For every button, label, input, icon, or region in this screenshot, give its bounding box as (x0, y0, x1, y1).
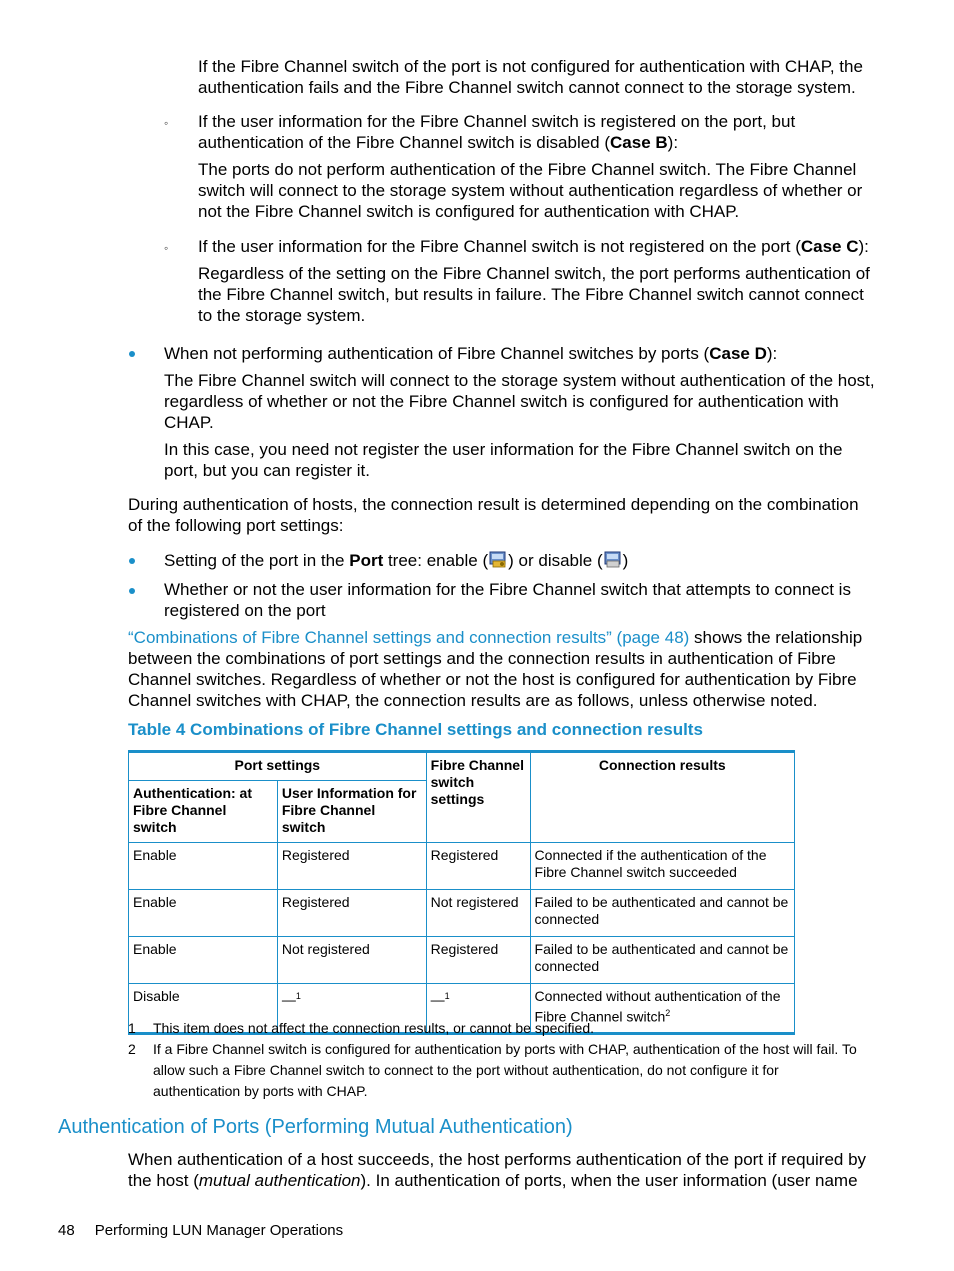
header-connection-results: Connection results (530, 752, 794, 843)
table-row: Disable —$^1$ —$^1$ Connected without authentication of the Fibre Channel switch$^2$ (129, 984, 795, 1034)
header-authentication: Authentication: at Fibre Channel switch (129, 781, 278, 843)
paragraph-table-reference: “Combinations of Fibre Channel settings and connection results” (page 48) shows the relationship between the combinations of port settings and the connection results in authentication of Fibre Channel switches. Regardless of whether or not the host is configured for authentication by Fibre Channel switches with CHAP, the connection results are as follows, unless otherwise noted. (128, 628, 863, 710)
footnote-1: This item does not affect the connection results, or cannot be specified. (153, 1020, 594, 1036)
fc-settings-table (128, 750, 795, 1035)
header-fc-switch-settings: Fibre Channel switch settings (426, 752, 530, 843)
page-number: 48 (58, 1222, 75, 1239)
paragraph-during: During authentication of hosts, the connection result is determined depending on the combination of the following port settings: (128, 495, 859, 535)
footnote-number: 2 (128, 1041, 136, 1057)
table-row: Enable Not registered Registered Failed to be authenticated and cannot be connected (129, 937, 795, 984)
port-enable-icon (488, 549, 508, 569)
paragraph-chap-fail: If the Fibre Channel switch of the port is not configured for authentication with CHAP, the authentication fails and the Fibre Channel switch cannot connect to the storage system. (198, 57, 863, 97)
case-d-item: When not performing authentication of Fibre Channel switches by ports (Case D): (164, 344, 778, 363)
footnote-2: If a Fibre Channel switch is configured for authentication by ports with CHAP, authentication of the host will fail. To allow such a Fibre Channel switch to connect to the port without authentication, do not configure it for authentication by ports with CHAP. (153, 1041, 857, 1099)
table-row: Enable Registered Not registered Failed to be authenticated and cannot be connected (129, 890, 795, 937)
bullet-user-info: Whether or not the user information for the Fibre Channel switch that attempts to connect is registered on the port (164, 580, 851, 620)
case-c-description: Regardless of the setting on the Fibre Channel switch, the port performs authentication of the Fibre Channel switch, but results in failure. The Fibre Channel switch cannot connect to the storage system. (198, 264, 870, 325)
case-c-item: If the user information for the Fibre Channel switch is not registered on the port (Case C): (198, 237, 869, 256)
page-footer (58, 1222, 343, 1239)
bullet-icon (129, 588, 135, 594)
table-row: Enable Registered Registered Connected if the authentication of the Fibre Channel switch succeeded (129, 843, 795, 890)
case-b-description: The ports do not perform authentication of the Fibre Channel switch. The Fibre Channel switch will connect to the storage system without authentication regardless of whether or not the Fibre Channel switch is configured for authentication with CHAP. (198, 160, 863, 221)
header-user-information: User Information for Fibre Channel switch (277, 781, 426, 843)
paragraph-mutual-auth: When authentication of a host succeeds, the host performs authentication of the port if required by the host (mutual authentication). In authentication of ports, when the user information (user name (128, 1150, 867, 1190)
sub-bullet-icon: ◦ (164, 116, 169, 130)
case-d-description: The Fibre Channel switch will connect to the storage system without authentication of the host, regardless of whether or not the Fibre Channel switch is configured for authentication with CHAP. (164, 371, 875, 432)
bullet-port-setting: Setting of the port in the Port tree: enable ( ) or disable ( ) (164, 551, 629, 570)
port-disable-icon (603, 549, 623, 569)
table-caption: Table 4 Combinations of Fibre Channel settings and connection results (128, 720, 703, 739)
section-heading: Authentication of Ports (Performing Mutual Authentication) (58, 1116, 573, 1138)
sub-bullet-icon: ◦ (164, 241, 169, 255)
table-cross-reference-link[interactable]: “Combinations of Fibre Channel settings and connection results” (page 48) (128, 628, 690, 647)
case-d-note: In this case, you need not register the user information for the Fibre Channel switch on the port, but you can register it. (164, 440, 843, 480)
footnote-number: 1 (128, 1020, 136, 1036)
bullet-icon (129, 558, 135, 564)
bullet-icon (129, 351, 135, 357)
header-port-settings: Port settings (129, 752, 427, 781)
footer-title: Performing LUN Manager Operations (94, 1222, 344, 1239)
case-b-item: If the user information for the Fibre Channel switch is registered on the port, but authentication of the Fibre Channel switch is disabled (Case B): (198, 112, 796, 152)
